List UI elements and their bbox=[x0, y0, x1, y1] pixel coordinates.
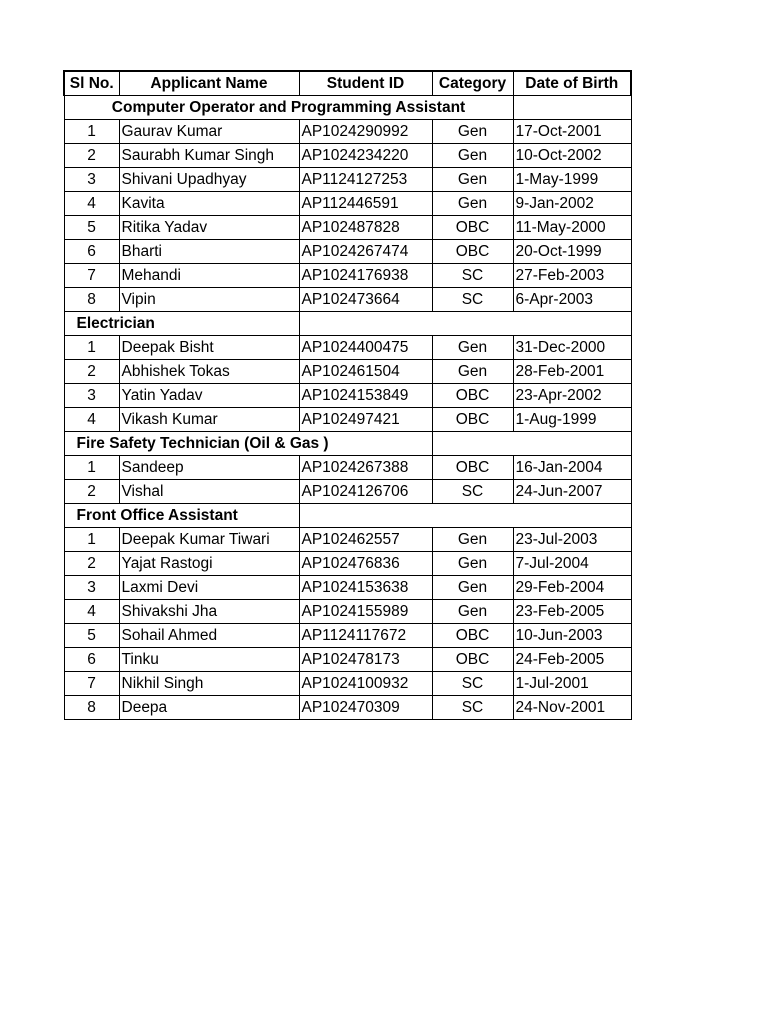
table-row bbox=[64, 216, 631, 240]
empty-cell bbox=[299, 504, 631, 528]
applicant-name-cell: Nikhil Singh bbox=[119, 672, 299, 696]
empty-cell bbox=[299, 312, 631, 336]
applicant-name-cell: Vipin bbox=[119, 288, 299, 312]
applicant-name-cell: Yatin Yadav bbox=[119, 384, 299, 408]
applicant-name-cell: Shivakshi Jha bbox=[119, 600, 299, 624]
applicant-name-cell: Tinku bbox=[119, 648, 299, 672]
table-row bbox=[64, 576, 631, 600]
date-of-birth-cell: 10-Jun-2003 bbox=[513, 624, 631, 648]
applicant-name-cell: Gaurav Kumar bbox=[119, 120, 299, 144]
serial-number-cell: 2 bbox=[64, 144, 119, 168]
serial-number-cell: 4 bbox=[64, 192, 119, 216]
category-cell: Gen bbox=[432, 552, 513, 576]
date-of-birth-cell: 28-Feb-2001 bbox=[513, 360, 631, 384]
serial-number-cell: 4 bbox=[64, 408, 119, 432]
category-cell: SC bbox=[432, 264, 513, 288]
category-cell: OBC bbox=[432, 384, 513, 408]
date-of-birth-cell: 10-Oct-2002 bbox=[513, 144, 631, 168]
student-id-cell: AP1024126706 bbox=[299, 480, 432, 504]
table-row bbox=[64, 624, 631, 648]
category-cell: Gen bbox=[432, 144, 513, 168]
student-id-cell: AP102487828 bbox=[299, 216, 432, 240]
serial-number-cell: 2 bbox=[64, 360, 119, 384]
date-of-birth-cell: 1-Aug-1999 bbox=[513, 408, 631, 432]
table-row bbox=[64, 696, 631, 720]
section-header-row bbox=[64, 312, 631, 336]
serial-number-cell: 6 bbox=[64, 240, 119, 264]
student-id-cell: AP1024100932 bbox=[299, 672, 432, 696]
table-row bbox=[64, 408, 631, 432]
category-cell: Gen bbox=[432, 576, 513, 600]
applicant-name-cell: Sandeep bbox=[119, 456, 299, 480]
serial-number-cell: 2 bbox=[64, 480, 119, 504]
serial-number-cell: 3 bbox=[64, 576, 119, 600]
category-cell: OBC bbox=[432, 456, 513, 480]
applicant-name-cell: Vikash Kumar bbox=[119, 408, 299, 432]
serial-number-cell: 5 bbox=[64, 216, 119, 240]
table-row bbox=[64, 264, 631, 288]
header-category: Category bbox=[432, 71, 513, 96]
date-of-birth-cell: 20-Oct-1999 bbox=[513, 240, 631, 264]
category-cell: OBC bbox=[432, 648, 513, 672]
student-id-cell: AP1124127253 bbox=[299, 168, 432, 192]
date-of-birth-cell: 24-Nov-2001 bbox=[513, 696, 631, 720]
student-id-cell: AP1024153638 bbox=[299, 576, 432, 600]
date-of-birth-cell: 23-Feb-2005 bbox=[513, 600, 631, 624]
category-cell: SC bbox=[432, 288, 513, 312]
category-cell: Gen bbox=[432, 600, 513, 624]
applicant-name-cell: Bharti bbox=[119, 240, 299, 264]
category-cell: SC bbox=[432, 696, 513, 720]
header-row bbox=[64, 71, 631, 96]
date-of-birth-cell: 7-Jul-2004 bbox=[513, 552, 631, 576]
category-cell: Gen bbox=[432, 336, 513, 360]
category-cell: Gen bbox=[432, 120, 513, 144]
date-of-birth-cell: 24-Jun-2007 bbox=[513, 480, 631, 504]
table-row bbox=[64, 384, 631, 408]
header-sl-no: Sl No. bbox=[64, 71, 119, 96]
date-of-birth-cell: 31-Dec-2000 bbox=[513, 336, 631, 360]
date-of-birth-cell: 9-Jan-2002 bbox=[513, 192, 631, 216]
category-cell: Gen bbox=[432, 192, 513, 216]
section-title: Computer Operator and Programming Assistant bbox=[64, 96, 513, 120]
serial-number-cell: 5 bbox=[64, 624, 119, 648]
serial-number-cell: 7 bbox=[64, 672, 119, 696]
header-applicant-name: Applicant Name bbox=[119, 71, 299, 96]
date-of-birth-cell: 16-Jan-2004 bbox=[513, 456, 631, 480]
section-title: Fire Safety Technician (Oil & Gas ) bbox=[64, 432, 432, 456]
category-cell: Gen bbox=[432, 360, 513, 384]
student-id-cell: AP102470309 bbox=[299, 696, 432, 720]
serial-number-cell: 8 bbox=[64, 288, 119, 312]
serial-number-cell: 7 bbox=[64, 264, 119, 288]
applicant-name-cell: Abhishek Tokas bbox=[119, 360, 299, 384]
applicant-name-cell: Kavita bbox=[119, 192, 299, 216]
serial-number-cell: 1 bbox=[64, 528, 119, 552]
date-of-birth-cell: 11-May-2000 bbox=[513, 216, 631, 240]
date-of-birth-cell: 27-Feb-2003 bbox=[513, 264, 631, 288]
table-row bbox=[64, 672, 631, 696]
student-id-cell: AP1024234220 bbox=[299, 144, 432, 168]
applicant-name-cell: Ritika Yadav bbox=[119, 216, 299, 240]
category-cell: SC bbox=[432, 480, 513, 504]
table-row bbox=[64, 168, 631, 192]
table-row bbox=[64, 360, 631, 384]
date-of-birth-cell: 1-Jul-2001 bbox=[513, 672, 631, 696]
student-id-cell: AP102462557 bbox=[299, 528, 432, 552]
table-row bbox=[64, 456, 631, 480]
applicant-name-cell: Deepa bbox=[119, 696, 299, 720]
section-title: Electrician bbox=[64, 312, 299, 336]
applicant-table bbox=[63, 70, 632, 720]
table-row bbox=[64, 480, 631, 504]
table-row bbox=[64, 552, 631, 576]
date-of-birth-cell: 23-Apr-2002 bbox=[513, 384, 631, 408]
table-row bbox=[64, 192, 631, 216]
student-id-cell: AP1024290992 bbox=[299, 120, 432, 144]
category-cell: OBC bbox=[432, 624, 513, 648]
student-id-cell: AP1124117672 bbox=[299, 624, 432, 648]
date-of-birth-cell: 23-Jul-2003 bbox=[513, 528, 631, 552]
serial-number-cell: 3 bbox=[64, 168, 119, 192]
serial-number-cell: 1 bbox=[64, 456, 119, 480]
table-row bbox=[64, 648, 631, 672]
student-id-cell: AP102497421 bbox=[299, 408, 432, 432]
table-row bbox=[64, 288, 631, 312]
applicant-name-cell: Laxmi Devi bbox=[119, 576, 299, 600]
serial-number-cell: 4 bbox=[64, 600, 119, 624]
table-row bbox=[64, 144, 631, 168]
empty-cell bbox=[432, 432, 631, 456]
date-of-birth-cell: 6-Apr-2003 bbox=[513, 288, 631, 312]
header-date-of-birth: Date of Birth bbox=[513, 71, 631, 96]
student-id-cell: AP102473664 bbox=[299, 288, 432, 312]
table-row bbox=[64, 120, 631, 144]
student-id-cell: AP102478173 bbox=[299, 648, 432, 672]
student-id-cell: AP102476836 bbox=[299, 552, 432, 576]
table-row bbox=[64, 240, 631, 264]
applicant-name-cell: Saurabh Kumar Singh bbox=[119, 144, 299, 168]
serial-number-cell: 6 bbox=[64, 648, 119, 672]
category-cell: Gen bbox=[432, 168, 513, 192]
applicant-name-cell: Sohail Ahmed bbox=[119, 624, 299, 648]
section-title: Front Office Assistant bbox=[64, 504, 299, 528]
section-header-row bbox=[64, 432, 631, 456]
serial-number-cell: 8 bbox=[64, 696, 119, 720]
serial-number-cell: 3 bbox=[64, 384, 119, 408]
student-id-cell: AP1024153849 bbox=[299, 384, 432, 408]
applicant-name-cell: Vishal bbox=[119, 480, 299, 504]
serial-number-cell: 1 bbox=[64, 336, 119, 360]
date-of-birth-cell: 24-Feb-2005 bbox=[513, 648, 631, 672]
applicant-name-cell: Yajat Rastogi bbox=[119, 552, 299, 576]
category-cell: OBC bbox=[432, 216, 513, 240]
category-cell: SC bbox=[432, 672, 513, 696]
header-student-id: Student ID bbox=[299, 71, 432, 96]
applicant-name-cell: Shivani Upadhyay bbox=[119, 168, 299, 192]
applicant-name-cell: Mehandi bbox=[119, 264, 299, 288]
student-id-cell: AP1024155989 bbox=[299, 600, 432, 624]
student-id-cell: AP112446591 bbox=[299, 192, 432, 216]
serial-number-cell: 2 bbox=[64, 552, 119, 576]
section-header-row bbox=[64, 504, 631, 528]
student-id-cell: AP1024267388 bbox=[299, 456, 432, 480]
category-cell: OBC bbox=[432, 240, 513, 264]
applicant-name-cell: Deepak Kumar Tiwari bbox=[119, 528, 299, 552]
date-of-birth-cell: 17-Oct-2001 bbox=[513, 120, 631, 144]
table-row bbox=[64, 336, 631, 360]
table-row bbox=[64, 528, 631, 552]
table-row bbox=[64, 600, 631, 624]
student-id-cell: AP1024176938 bbox=[299, 264, 432, 288]
date-of-birth-cell: 29-Feb-2004 bbox=[513, 576, 631, 600]
serial-number-cell: 1 bbox=[64, 120, 119, 144]
empty-cell bbox=[513, 96, 631, 120]
date-of-birth-cell: 1-May-1999 bbox=[513, 168, 631, 192]
student-id-cell: AP1024400475 bbox=[299, 336, 432, 360]
student-id-cell: AP102461504 bbox=[299, 360, 432, 384]
section-header-row bbox=[64, 96, 631, 120]
student-id-cell: AP1024267474 bbox=[299, 240, 432, 264]
category-cell: Gen bbox=[432, 528, 513, 552]
category-cell: OBC bbox=[432, 408, 513, 432]
applicant-name-cell: Deepak Bisht bbox=[119, 336, 299, 360]
